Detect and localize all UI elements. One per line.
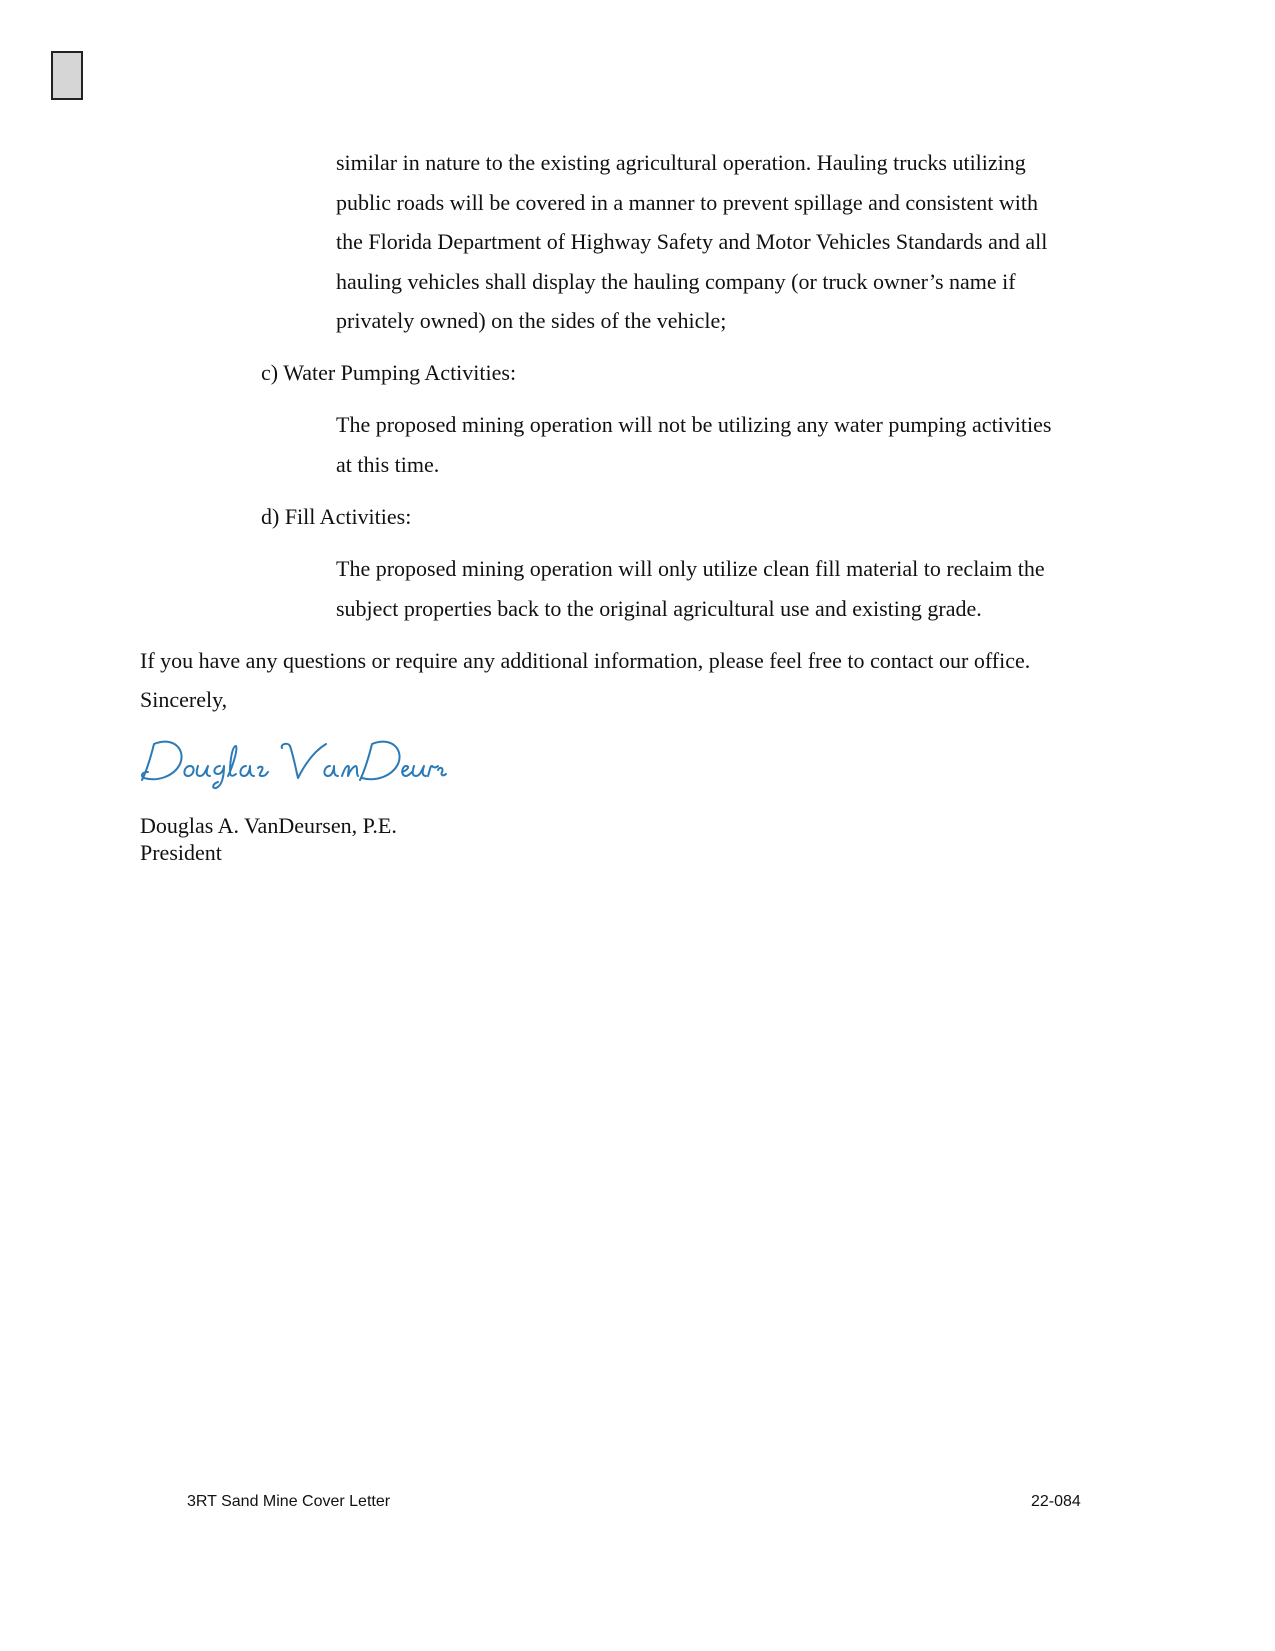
- footer-project-number: 22-084: [1031, 1493, 1081, 1510]
- paragraph-hauling: [336, 143, 1047, 341]
- paragraph-line: hauling vehicles shall display the hauling company (or truck owner’s name if: [336, 268, 1016, 294]
- page-corner-marker: [51, 51, 83, 100]
- closing-sentence: If you have any questions or require any additional information, please feel free to contact our office.: [140, 648, 1031, 673]
- paragraph-line: public roads will be covered in a manner to prevent spillage and consistent with: [336, 189, 1038, 215]
- heading-fill-activities: d) Fill Activities:: [261, 504, 412, 529]
- paragraph-water-pumping: [336, 405, 1051, 484]
- paragraph-fill-activities: [336, 549, 1045, 628]
- sign-off: Sincerely,: [140, 687, 228, 712]
- handwritten-signature: [140, 732, 450, 792]
- paragraph-line: The proposed mining operation will not be utilizing any water pumping activities: [336, 412, 1052, 437]
- signer-block: [140, 812, 397, 866]
- paragraph-line: subject properties back to the original agricultural use and existing grade.: [336, 595, 982, 621]
- paragraph-line: the Florida Department of Highway Safety and Motor Vehicles Standards and all: [336, 229, 1048, 254]
- signer-title: President: [140, 840, 222, 865]
- heading-water-pumping: c) Water Pumping Activities:: [261, 360, 517, 385]
- paragraph-line: similar in nature to the existing agricultural operation. Hauling trucks utilizing: [336, 150, 1026, 175]
- paragraph-line: privately owned) on the sides of the vehicle;: [336, 308, 727, 333]
- paragraph-line: The proposed mining operation will only utilize clean fill material to reclaim the: [336, 556, 1045, 581]
- signer-name: Douglas A. VanDeursen, P.E.: [140, 813, 397, 838]
- paragraph-line: at this time.: [336, 451, 440, 477]
- footer-document-title: 3RT Sand Mine Cover Letter: [187, 1493, 391, 1510]
